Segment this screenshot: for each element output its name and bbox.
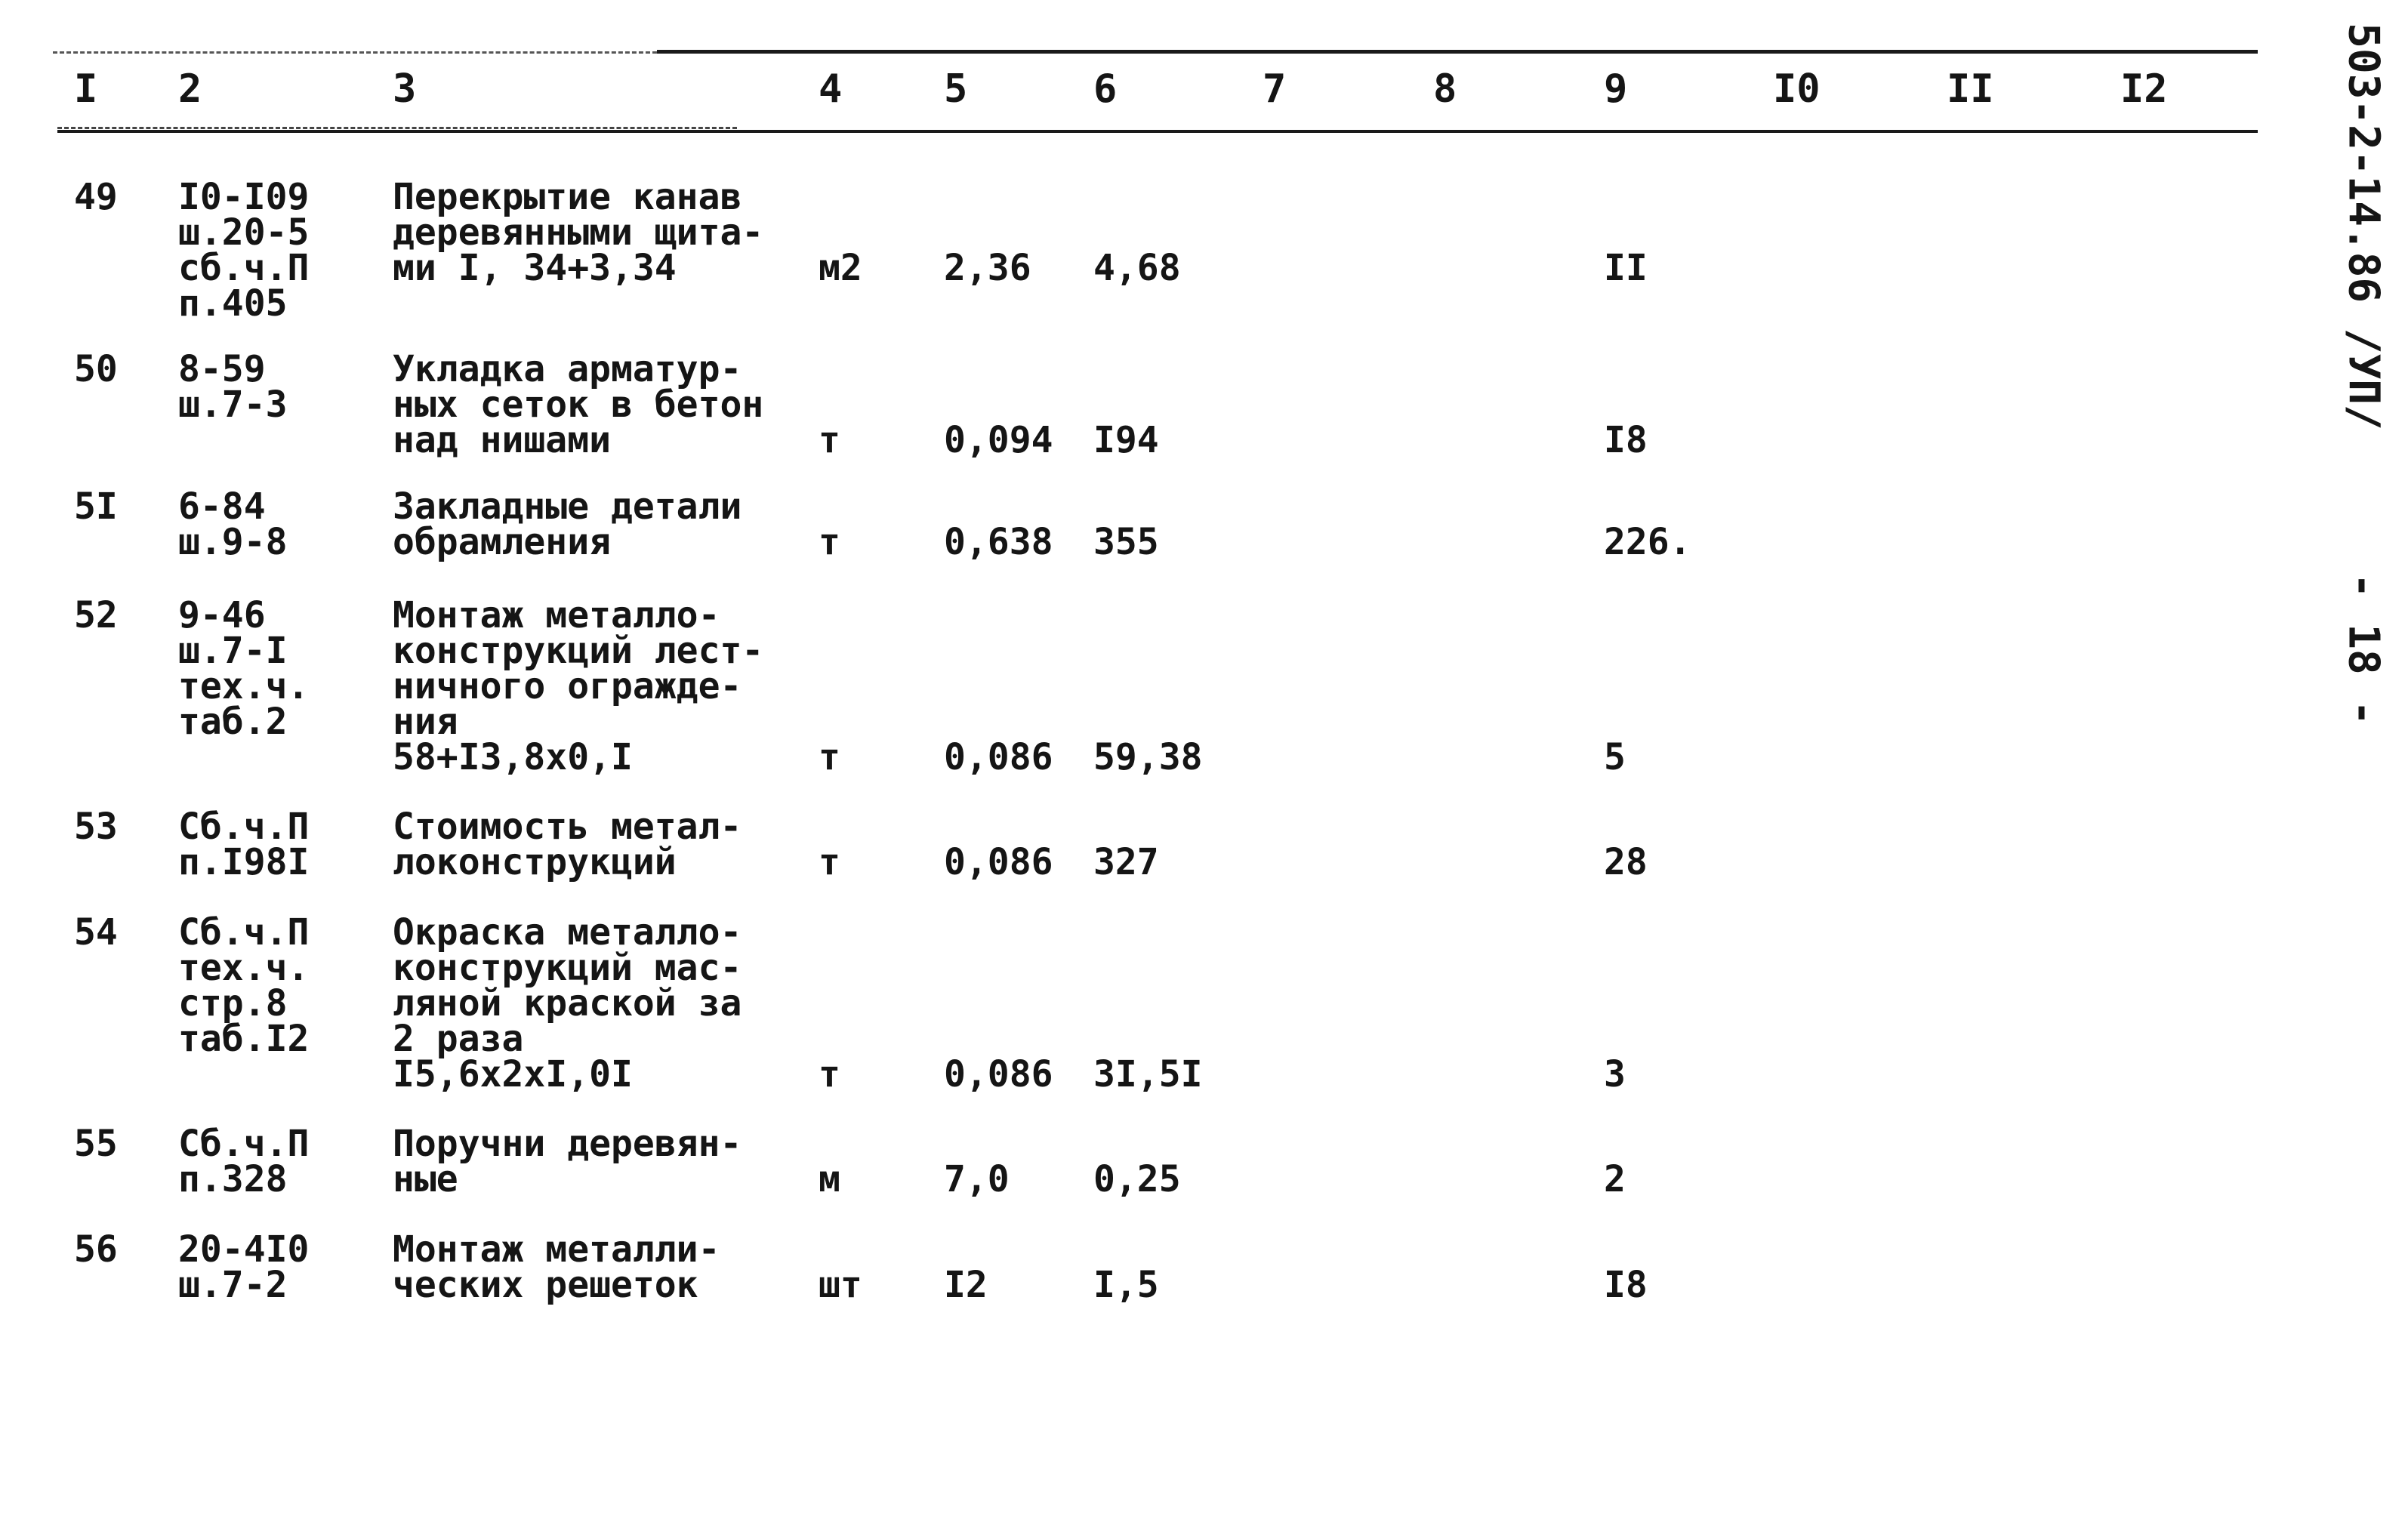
row-total: 2 [1604, 1158, 1626, 1200]
top-rule [657, 50, 2258, 54]
col-header-7: 7 [1263, 66, 1287, 112]
col-header-4: 4 [819, 66, 843, 112]
row-number: 53 [74, 806, 118, 848]
row-total: I8 [1604, 419, 1648, 461]
col-header-6: 6 [1093, 66, 1118, 112]
page-number [2341, 574, 2386, 725]
row-code: 20-4I0 ш.7-2 [178, 1228, 310, 1306]
col-header-10: I0 [1773, 66, 1821, 112]
row-code: 9-46 ш.7-I тех.ч. таб.2 [178, 594, 310, 743]
row-total: II [1604, 247, 1648, 289]
col-header-3: 3 [393, 66, 417, 112]
row-quantity: 0,086 [944, 841, 1053, 883]
row-number: 5I [74, 485, 118, 528]
row-quantity: 0,638 [944, 521, 1053, 563]
row-code: 8-59 ш.7-3 [178, 348, 288, 426]
row-unit: шт [819, 1264, 862, 1306]
top-dashed-rule [53, 51, 657, 54]
col-header-5: 5 [944, 66, 968, 112]
row-unit-price: 3I,5I [1093, 1053, 1203, 1095]
col-header-11: II [1947, 66, 1994, 112]
document-code [2339, 23, 2388, 430]
document-code-text: 503-2-14.86 /УП/ [2339, 23, 2388, 430]
row-description: Укладка арматур- ных сеток в бетон над нишами [393, 348, 764, 461]
row-code: I0-I09 ш.20-5 сб.ч.П п.405 [178, 176, 310, 325]
row-description: Монтаж металли- ческих решеток [393, 1228, 720, 1306]
row-total: 5 [1604, 736, 1626, 778]
row-code: 6-84 ш.9-8 [178, 485, 288, 563]
row-quantity: I2 [944, 1264, 988, 1306]
row-number: 52 [74, 594, 118, 636]
row-description: Монтаж металло- конструкций лест- ничного огражде- ния 58+I3,8x0,I [393, 594, 764, 778]
row-unit-price: 355 [1093, 521, 1159, 563]
row-description: Окраска металло- конструкций мас- ляной краской за 2 раза I5,6x2xI,0I [393, 911, 742, 1095]
row-total: 3 [1604, 1053, 1626, 1095]
row-code: Сб.ч.П тех.ч. стр.8 таб.I2 [178, 911, 310, 1060]
col-header-8: 8 [1433, 66, 1457, 112]
row-unit-price: 59,38 [1093, 736, 1203, 778]
row-unit-price: 0,25 [1093, 1158, 1181, 1200]
row-unit: т [819, 841, 840, 883]
header-rule [57, 130, 2258, 133]
row-unit: м2 [819, 247, 862, 289]
row-number: 55 [74, 1123, 118, 1165]
row-unit-price: I,5 [1093, 1264, 1159, 1306]
row-unit-price: 327 [1093, 841, 1159, 883]
row-number: 49 [74, 176, 118, 218]
row-quantity: 2,36 [944, 247, 1031, 289]
row-unit-price: I94 [1093, 419, 1159, 461]
row-unit-price: 4,68 [1093, 247, 1181, 289]
row-number: 56 [74, 1228, 118, 1271]
row-unit: т [819, 419, 840, 461]
row-number: 54 [74, 911, 118, 954]
row-total: 28 [1604, 841, 1648, 883]
row-quantity: 7,0 [944, 1158, 1010, 1200]
row-description: Поручни деревян- ные [393, 1123, 742, 1200]
row-description: Перекрытие канав деревянными щита- ми I, 34+3,34 [393, 176, 764, 289]
page-number-text: - 18 - [2339, 572, 2388, 726]
row-unit: т [819, 1053, 840, 1095]
col-header-2: 2 [178, 66, 202, 112]
row-quantity: 0,086 [944, 1053, 1053, 1095]
row-unit: м [819, 1158, 840, 1200]
row-code: Сб.ч.П п.I98I [178, 806, 310, 883]
row-quantity: 0,094 [944, 419, 1053, 461]
row-number: 50 [74, 348, 118, 390]
row-total: 226. [1604, 521, 1691, 563]
col-header-1: I [74, 66, 98, 112]
header-dashed-rule [57, 127, 737, 129]
row-description: Закладные детали обрамления [393, 485, 742, 563]
row-total: I8 [1604, 1264, 1648, 1306]
col-header-12: I2 [2120, 66, 2168, 112]
col-header-9: 9 [1604, 66, 1628, 112]
row-unit: т [819, 736, 840, 778]
row-unit: т [819, 521, 840, 563]
row-description: Стоимость метал- локонструкций [393, 806, 742, 883]
row-quantity: 0,086 [944, 736, 1053, 778]
row-code: Сб.ч.П п.328 [178, 1123, 310, 1200]
